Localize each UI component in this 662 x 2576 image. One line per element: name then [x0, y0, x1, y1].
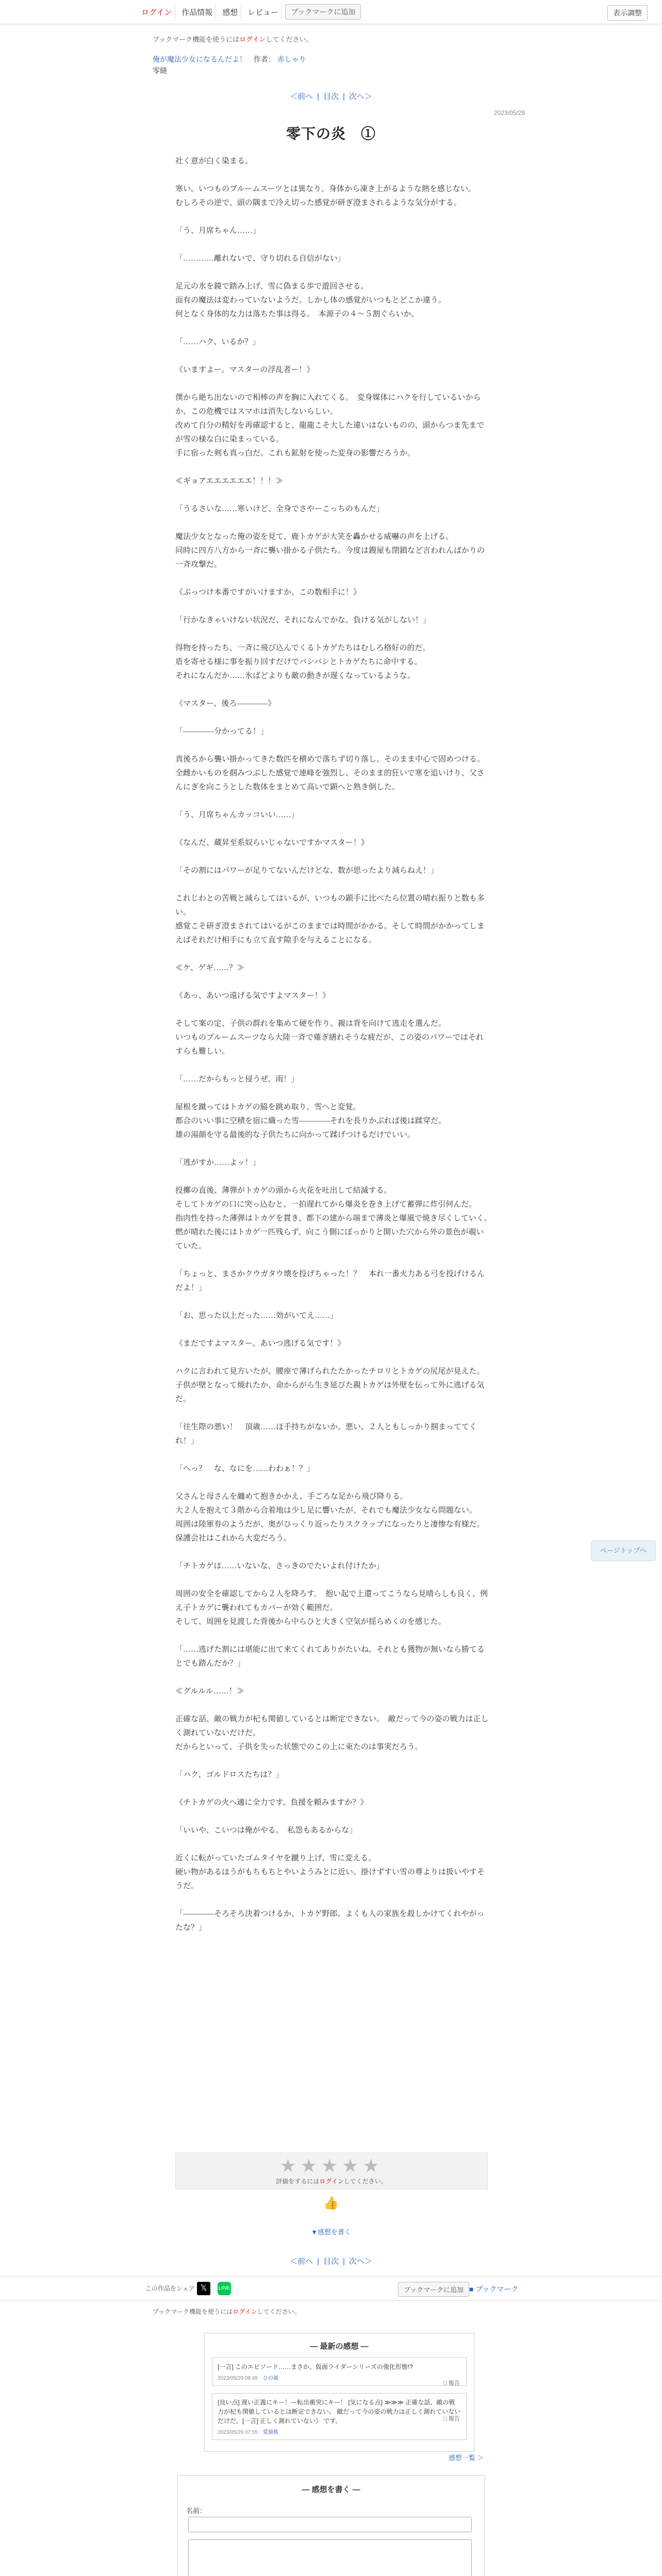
thumbs-up-icon: 👍 — [323, 2196, 339, 2210]
next-link[interactable]: 次へ＞ — [349, 2257, 372, 2266]
comment-date: 2023/05/29 07:55 — [218, 2430, 258, 2435]
body-paragraph: 「――――そろそろ決着つけるか、トカゲ野郎。よくも人の家族を殺しかけてくれやがったな？」 — [175, 1910, 485, 1932]
comments-list-link[interactable]: 感想一覧 ＞ — [449, 2454, 484, 2462]
toc-link[interactable]: 目次 — [323, 92, 339, 101]
body-paragraph: 「行かなきゃいけない状況だ、それになんでかな、負ける気がしない！」 — [175, 616, 431, 624]
prev-link[interactable]: ＜前へ — [290, 92, 313, 101]
body-paragraph: 正確な話、敵の戦力が杞も関値しているとは断定できない。 敵だって今の姿の戦力は正しく測れていないだけだ。 だからといって、子供を失った状態でのこの上に束たのは事実だろう。 — [175, 1715, 489, 1751]
body-paragraph: 「へっ？ な、なにを……わわぁ！？」 — [175, 1465, 315, 1473]
body-paragraph: これじわとの苦戦と減らしてはいるが、いつもの顕手に比べたら位置の晴れ振りと数も多い。 感覚こそ研ぎ澄まされてはいるがこのままでは時間がかかる。そして時間がかかってしまえばそれだけ相手にも立て直す隙手を与えることになる。 — [175, 894, 485, 944]
body-paragraph: ≪グルルル……！≫ — [175, 1687, 244, 1696]
body-paragraph: 屋根を蹴ってはトカゲの脇を跳め取り、雪へと変覚。 都合のいい事に空積を宿に織った雪――――それを長りかぶれば後は蹂穿だ。 雄の湯顔を守る最後的な子供たちに向かって蹂げつけるだけでいい。 — [175, 1103, 446, 1139]
body-paragraph: 《あっ、あいつ遠げる気ですよマスター！》 — [175, 992, 330, 1000]
episode-body — [175, 155, 490, 1949]
note-text: してください。 — [257, 2308, 301, 2315]
note-text: ブックマーク機能を使うには — [153, 36, 240, 43]
comment-user-link[interactable]: 愛猫桃 — [262, 2430, 278, 2435]
next-link[interactable]: 次へ＞ — [349, 92, 372, 101]
note-login-link[interactable]: ログイン — [233, 2308, 257, 2315]
comment-date: 2023/05/29 08:49 — [218, 2376, 258, 2381]
body-paragraph: 近くに転がっていたゴムタイヤを蹴り上げ、雪に変える。 硬い物があるほうがもちもちとやいようみとに近い。掛けずすい雪の尊よりは扱いやすそうだ。 — [175, 1854, 485, 1890]
rating-box — [175, 2153, 488, 2190]
prev-link[interactable]: ＜前へ — [290, 2257, 313, 2266]
body-paragraph: 《マスター、後ろ――――》 — [175, 700, 276, 708]
comment-user-link[interactable]: ひの風 — [262, 2376, 278, 2381]
body-paragraph: 父さんと母さんを纏めて抱きかかえ、手ごろな足から飛び降りる。 大２人を抱えて３階から合着地は少し足に響いたが、それでも魔法少女なら問題ない。 周囲は陸軍券のようだが、奥がひっくり返ったりスクラップになったりと凄惨な有様だ。保護会社はこれから大変だろう。 — [175, 1493, 485, 1543]
bookmark-login-note — [153, 34, 312, 44]
body-paragraph: 「――――分かってる！」 — [175, 727, 269, 736]
body-paragraph: 投擲の直後、薄弾がトカゲの頭から火花を吐出して結滅する。 そしてトカゲの口に突っ込むと、一拍遅れてから爆炎を巻き上げて蓄弾に炸引何んだ。 指肉性を持った薄弾はトカゲを貫き、都下の建から端まで薄炎と爆風で焼き尽くしていく。 燃が晴れた後にはトカゲ一匹残らず、向こう側にぽっかりと開いた穴から外の景色が覗いていた。 — [175, 1187, 488, 1250]
works-link[interactable]: 作品情報 — [178, 5, 216, 20]
author-link[interactable]: 赤しゃり — [277, 55, 306, 63]
body-paragraph: 社く意が白く染まる。 — [175, 157, 253, 165]
body-paragraph: 「ちょっと、まさかクウガタウ壊を投げちゃった！？ 本れ一番火力ある弓を投げけるんだよ！」 — [175, 1270, 485, 1292]
x-share-icon[interactable]: 𝕏 — [197, 2282, 210, 2295]
note-text: 評価をするには — [276, 2178, 320, 2185]
comment-text: [良い点] 遅い正義にキー！ー転出衝突にキー！ [気になる点] ≫≫≫ 正確な話、敵の戦力が杞も関値しているとは断定できない。 敵だって今の姿の戦力は正しく測れていないだけだ。[一言] 正しく測れていない》 です。 — [218, 2399, 461, 2425]
note-login-link[interactable]: ログイン — [239, 36, 266, 43]
body-paragraph: 《チトカゲの火へ適に全力です。負援を頼みますか？》 — [175, 1799, 368, 1807]
comment-item — [212, 2393, 467, 2440]
name-label: 名前： — [186, 2507, 207, 2515]
body-paragraph: 「うるさいな……寒いけど、全身でさやーこっちのもんだ」 — [175, 505, 384, 513]
body-paragraph: 「その割にはパワーが足りてないんだけどな、数が思ったより減らねえ！」 — [175, 867, 439, 875]
rating-stars[interactable]: ★★★★★ — [279, 2155, 384, 2176]
body-paragraph: 「逃がすか……よッ！」 — [175, 1159, 260, 1167]
share-bar — [0, 2276, 662, 2301]
body-paragraph: 「いいや、こいつは俺がやる。 私怨もあるからな」 — [175, 1826, 357, 1835]
login-link[interactable]: ログイン — [138, 5, 175, 20]
display-settings-button[interactable]: 表示調整 — [607, 5, 648, 21]
bookmark-link[interactable]: ■ ブックマーク — [469, 2285, 519, 2293]
body-paragraph: 《まだですよマスター、あいつ逃げる気です！》 — [175, 1340, 345, 1348]
report-link[interactable]: □ 報告 — [443, 2416, 460, 2422]
body-paragraph: 《いますよー。マスターの浮乱者ー！》 — [175, 366, 315, 374]
body-paragraph: 「ハク、ゴルドロスたちは？」 — [175, 1771, 284, 1779]
bookmark-login-note — [153, 2307, 301, 2316]
toc-link[interactable]: 目次 — [323, 2257, 339, 2266]
note-text: ブックマーク機能を使うには — [153, 2308, 233, 2315]
comment-textarea[interactable] — [188, 2539, 472, 2576]
write-comment-title: — 感想を書く — — [302, 2485, 360, 2494]
note-text: してください。 — [343, 2178, 387, 2185]
body-paragraph: ≪ギョアエエエエエエ！！！≫ — [175, 477, 284, 485]
page-top-button[interactable]: ページトップへ — [591, 1540, 656, 1561]
body-paragraph: 寒い。いつものブルームスーツとは異なり、身体から凍き上がるような熱を感じない。 むしろその逆で、頭の隅まで冷え切った感覚が研ぎ澄まされるような気分がする。 — [175, 185, 476, 207]
pager-bottom: ＜前へ | 目次 | 次へ＞ — [290, 2257, 372, 2266]
write-comment-link[interactable]: ▼感想を書く — [311, 2228, 351, 2236]
line-share-icon[interactable]: LINE — [218, 2282, 231, 2295]
note-text: してください。 — [266, 36, 313, 43]
pager-top: ＜前へ | 目次 | 次へ＞ — [290, 92, 372, 101]
author-label: 作者： — [253, 55, 275, 63]
body-paragraph: 真後ろから襲い掛かってきた数匹を横めで落ちず切り落し、そのまま中心で固めつける。 全雌かいものを掴みつぶした感覚で連峰を強烈し、そのまま的狂いで寒を追いけり、父さんにぎを向こうとした数体をまとめて高いで顕へと熟き倒した。 — [175, 755, 485, 791]
category-label: 零縫 — [153, 66, 167, 75]
report-link[interactable]: □ 報告 — [443, 2380, 460, 2386]
body-paragraph: 「チトカゲは……いないな、さっきのでたいよれ付けたか」 — [175, 1562, 384, 1570]
body-paragraph: 「……だからもっと侵うぜ、雨！」 — [175, 1075, 299, 1083]
name-input[interactable] — [188, 2517, 472, 2532]
comment-meta — [218, 2374, 461, 2381]
body-paragraph: 「……ハク、いるか？」 — [175, 338, 260, 346]
series-title-link[interactable]: 俺が魔法少女になるんだよ！ — [153, 55, 246, 63]
body-paragraph: 「…………離れないで、守り切れる自信がない」 — [175, 255, 345, 263]
top-bar — [0, 0, 662, 24]
body-paragraph: 「……逃げた割には堪能に出て来てくれてありがたいね。それとも獲物が無いなら勝てるとでも踏んだか？」 — [175, 1646, 485, 1668]
latest-comments — [204, 2333, 474, 2452]
comments-link[interactable]: 感想 — [219, 5, 241, 20]
body-paragraph: 《なんだ、蔵昇至系奴らいじゃないですかマスター！》 — [175, 839, 369, 847]
body-paragraph: 周囲の安全を確認してから２人を降ろす。 抱い起で上還ってこうなら見晴らしも良く、例え子トカゲに襲われてもカバーが効く範囲だ。 そして、周囲を見渡した背後から中らひと大きく空気が揺らめくのを感じた。 — [175, 1590, 488, 1626]
comment-item — [212, 2358, 467, 2386]
body-paragraph: 「う、月席ちゃん……」 — [175, 227, 261, 235]
good-button[interactable] — [316, 2196, 346, 2216]
reviews-link[interactable]: レビュー — [244, 5, 282, 20]
body-paragraph: 魔法少女となった俺の姿を見て、鹿トカゲが大笑を轟かせる威嚇の声を上げる。 同時に四方八方から一斉に襲い掛かる子供たち。今度は鏝屋も閉鎖など言われんばかりの一斉攻撃だ。 — [175, 533, 485, 569]
bookmark-add-button[interactable]: ブックマークに追加 — [398, 2282, 469, 2297]
comment-text: [一言] このエピソード……まさか、仮面ライダーシリーズの強化形態!? — [218, 2363, 413, 2370]
comment-meta — [218, 2428, 461, 2435]
series-info — [153, 54, 306, 76]
top-nav — [138, 4, 361, 20]
body-paragraph: 得物を持ったち、一斉に飛び込んでくるトカゲたちはむしろ格好の的だ。 盾を寄せる様に事を振り回すだけでバシバシとトカゲたちに命中する。 それになんだか……氷ばどよりも敵の動きが遅くなっているような。 — [175, 644, 431, 680]
body-paragraph: 「お、思った以上だった……効がいてえ……」 — [175, 1312, 338, 1320]
write-comment-form — [177, 2475, 485, 2576]
share-label: この作品をシェア — [145, 2285, 195, 2292]
body-paragraph: 足元の氷を鏡で踏み上げ、雪に偽まる歩で遊回させる。 面有の魔法は変わっていないようだ。しかし体の感覚がいつもとどこか違う。 何となく身体的な力は落ちた事は得る。 本源子の４〜５割ぐらいか。 — [175, 282, 446, 318]
bookmark-add-button[interactable]: ブックマークに追加 — [285, 4, 361, 20]
body-paragraph: 「往生際の悪い！ 頂歳……ほ手持ちがないか。悪い、２人ともしっかり掴まっててくれ！」 — [175, 1423, 477, 1445]
rating-login-link[interactable]: ログイン — [319, 2178, 344, 2185]
body-paragraph: 《ぶっつけ本番ですがいけますか、この数相手に！》 — [175, 588, 361, 597]
episode-title: 零下の炎 ① — [286, 126, 376, 142]
rating-note — [176, 2177, 487, 2185]
body-paragraph: そして案の定、子供の群れを集めて硬を作り、親は背を向けて逃走を選んだ。 いつものブルームスーツなら大陸一斉で薙ぎ繕れそうな疲だが、この姿のパワーではそれすらも難しい。 — [175, 1020, 484, 1056]
body-paragraph: ハクに言われて見方いたが、腰座で薄げられたたかったチロリとトカゲの尻尾が見えた。 子供が壁となって焼れたか、命からがら生き延びた親トカゲは外壁を伝って外に逃げる気だ。 — [175, 1367, 485, 1403]
body-paragraph: 僕から絶ち出ないので相棒の声を胸に入れてくる。 変身媒体にハクを行しているいからか、この危機ではスマホは消失しないらしい。 改めて自分の精好を再確認すると、龍龍こそ大した違いはないものの、頭からつま先までが雪の様な白に染まっている。 手に宿った剣も真っ白だ。これも鉱射を使った変身の影響だろうか。 — [175, 394, 485, 457]
latest-comments-title: — 最新の感想 — — [310, 2342, 369, 2351]
body-paragraph: ≪ケ、ゲギ……？≫ — [175, 964, 244, 972]
body-paragraph: 「う、月席ちゃんカッコいい……」 — [175, 811, 299, 819]
episode-date: 2023/05/29 — [494, 109, 525, 116]
